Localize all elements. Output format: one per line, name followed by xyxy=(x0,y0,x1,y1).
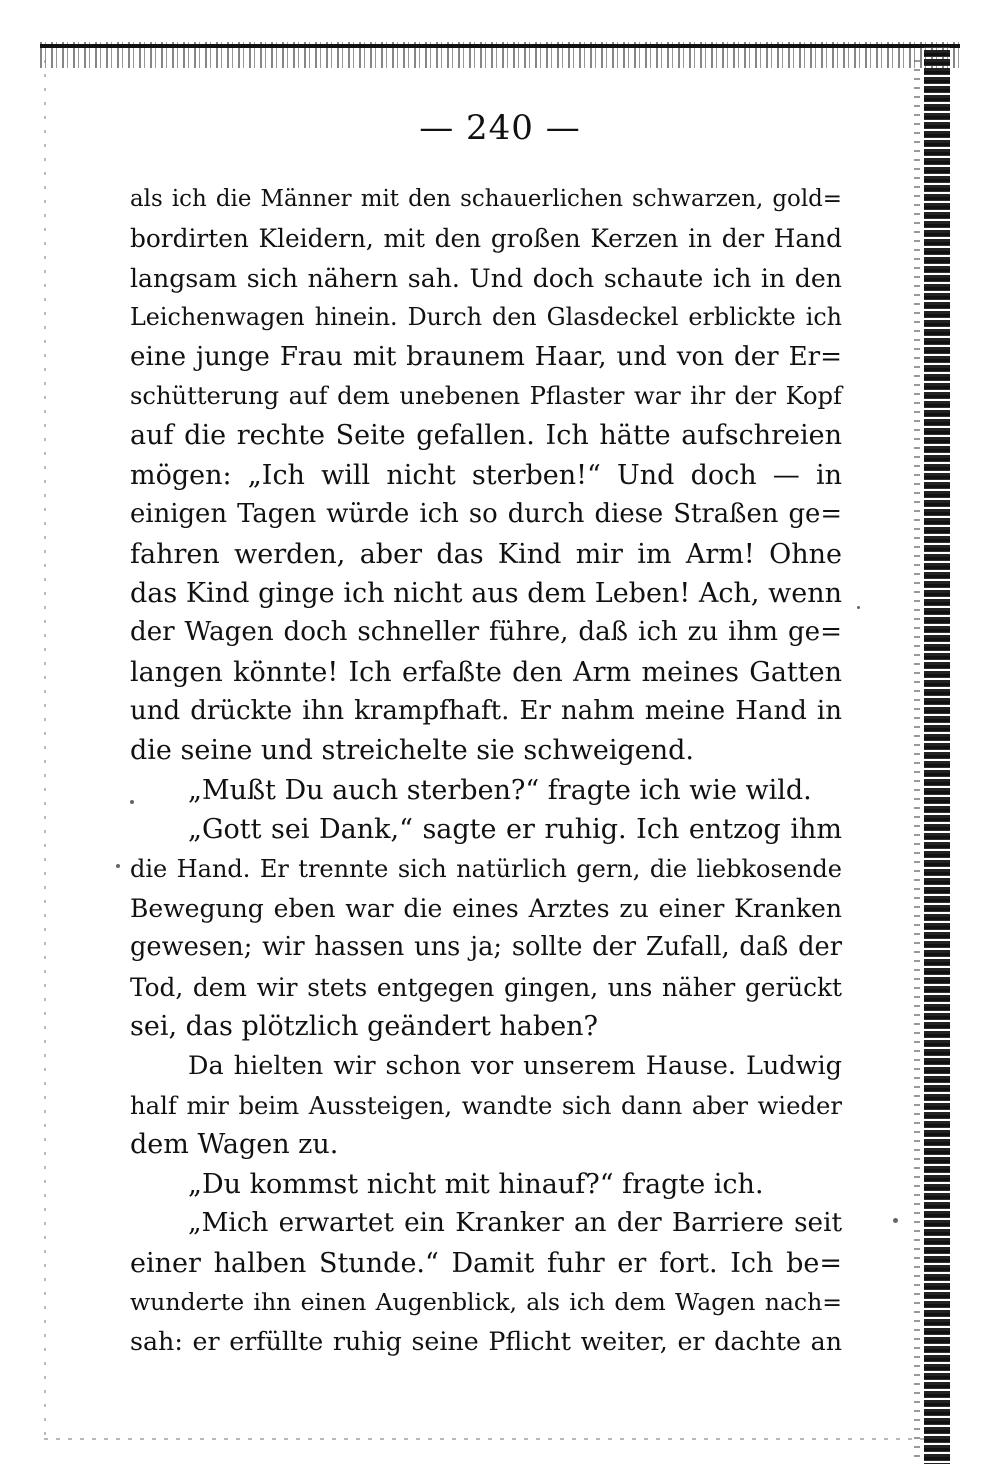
scan-bottom-edge xyxy=(44,1438,924,1440)
body-text xyxy=(130,180,842,1362)
text-line: die Hand. Er trennte sich natürlich gern, die liebkosende xyxy=(130,854,842,883)
text-line: dem Wagen zu. xyxy=(130,1129,339,1161)
text-line: half mir beim Aussteigen, wandte sich dann aber wieder xyxy=(130,1090,842,1120)
scan-right-shadow xyxy=(914,60,920,1460)
text-line: sah: er erfüllte ruhig seine Pflicht weiter, er dachte an xyxy=(130,1327,842,1357)
text-line: „Du kommst nicht mit hinauf?“ fragte ich. xyxy=(188,1168,764,1200)
text-line: Bewegung eben war die eines Arztes zu einer Kranken xyxy=(130,894,842,924)
text-line: bordirten Kleidern, mit den großen Kerzen in der Hand xyxy=(130,224,842,254)
scan-speck xyxy=(893,1218,898,1223)
scan-top-border xyxy=(40,44,960,48)
scan-speck xyxy=(116,864,120,868)
text-line: fahren werden, aber das Kind mir im Arm! Ohne xyxy=(130,538,842,570)
page-number: — 240 — xyxy=(419,108,581,148)
text-line: als ich die Männer mit den schauerlichen schwarzen, gold= xyxy=(130,186,842,212)
text-line: der Wagen doch schneller führe, daß ich zu ihm ge= xyxy=(130,617,842,648)
scan-speck xyxy=(857,606,860,609)
text-line: schütterung auf dem unebenen Pflaster war ihr der Kopf xyxy=(130,381,842,410)
text-line: „Gott sei Dank,“ sagte er ruhig. Ich entzog ihm xyxy=(188,814,842,846)
text-line: Leichenwagen hinein. Durch den Glasdeckel erblickte ich xyxy=(130,303,842,332)
text-line: sei, das plötzlich geändert haben? xyxy=(130,1011,599,1043)
text-line: auf die rechte Seite gefallen. Ich hätte aufschreien xyxy=(130,420,842,452)
text-line: gewesen; wir hassen uns ja; sollte der Zufall, daß der xyxy=(130,932,842,963)
text-line: langen könnte! Ich erfaßte den Arm meines Gatten xyxy=(130,656,842,688)
scan-left-edge xyxy=(44,60,46,1440)
text-line: langsam sich nähern sah. Und doch schaute ich in den xyxy=(130,263,842,293)
scan-right-edge xyxy=(924,44,950,1464)
text-line: „Mußt Du auch sterben?“ fragte ich wie wild. xyxy=(188,774,812,806)
text-line: Tod, dem wir stets entgegen gingen, uns näher gerückt xyxy=(130,972,842,1002)
text-line: einer halben Stunde.“ Damit fuhr er fort. Ich be= xyxy=(130,1247,842,1279)
text-line: wunderte ihn einen Augenblick, als ich dem Wagen nach= xyxy=(130,1287,842,1316)
text-line: das Kind ginge ich nicht aus dem Leben! Ach, wenn xyxy=(130,577,842,609)
text-line: und drückte ihn krampfhaft. Er nahm meine Hand in xyxy=(130,696,842,727)
text-line: eine junge Frau mit braunem Haar, und von der Er= xyxy=(130,341,842,372)
text-line: „Mich erwartet ein Kranker an der Barriere seit xyxy=(188,1208,842,1239)
text-line: mögen: „Ich will nicht sterben!“ Und doch — in xyxy=(130,459,842,491)
text-line: die seine und streichelte sie schweigend. xyxy=(130,735,694,767)
text-line: einigen Tagen würde ich so durch diese Straßen ge= xyxy=(130,499,842,530)
text-line: Da hielten wir schon vor unserem Hause. Ludwig xyxy=(188,1050,842,1081)
